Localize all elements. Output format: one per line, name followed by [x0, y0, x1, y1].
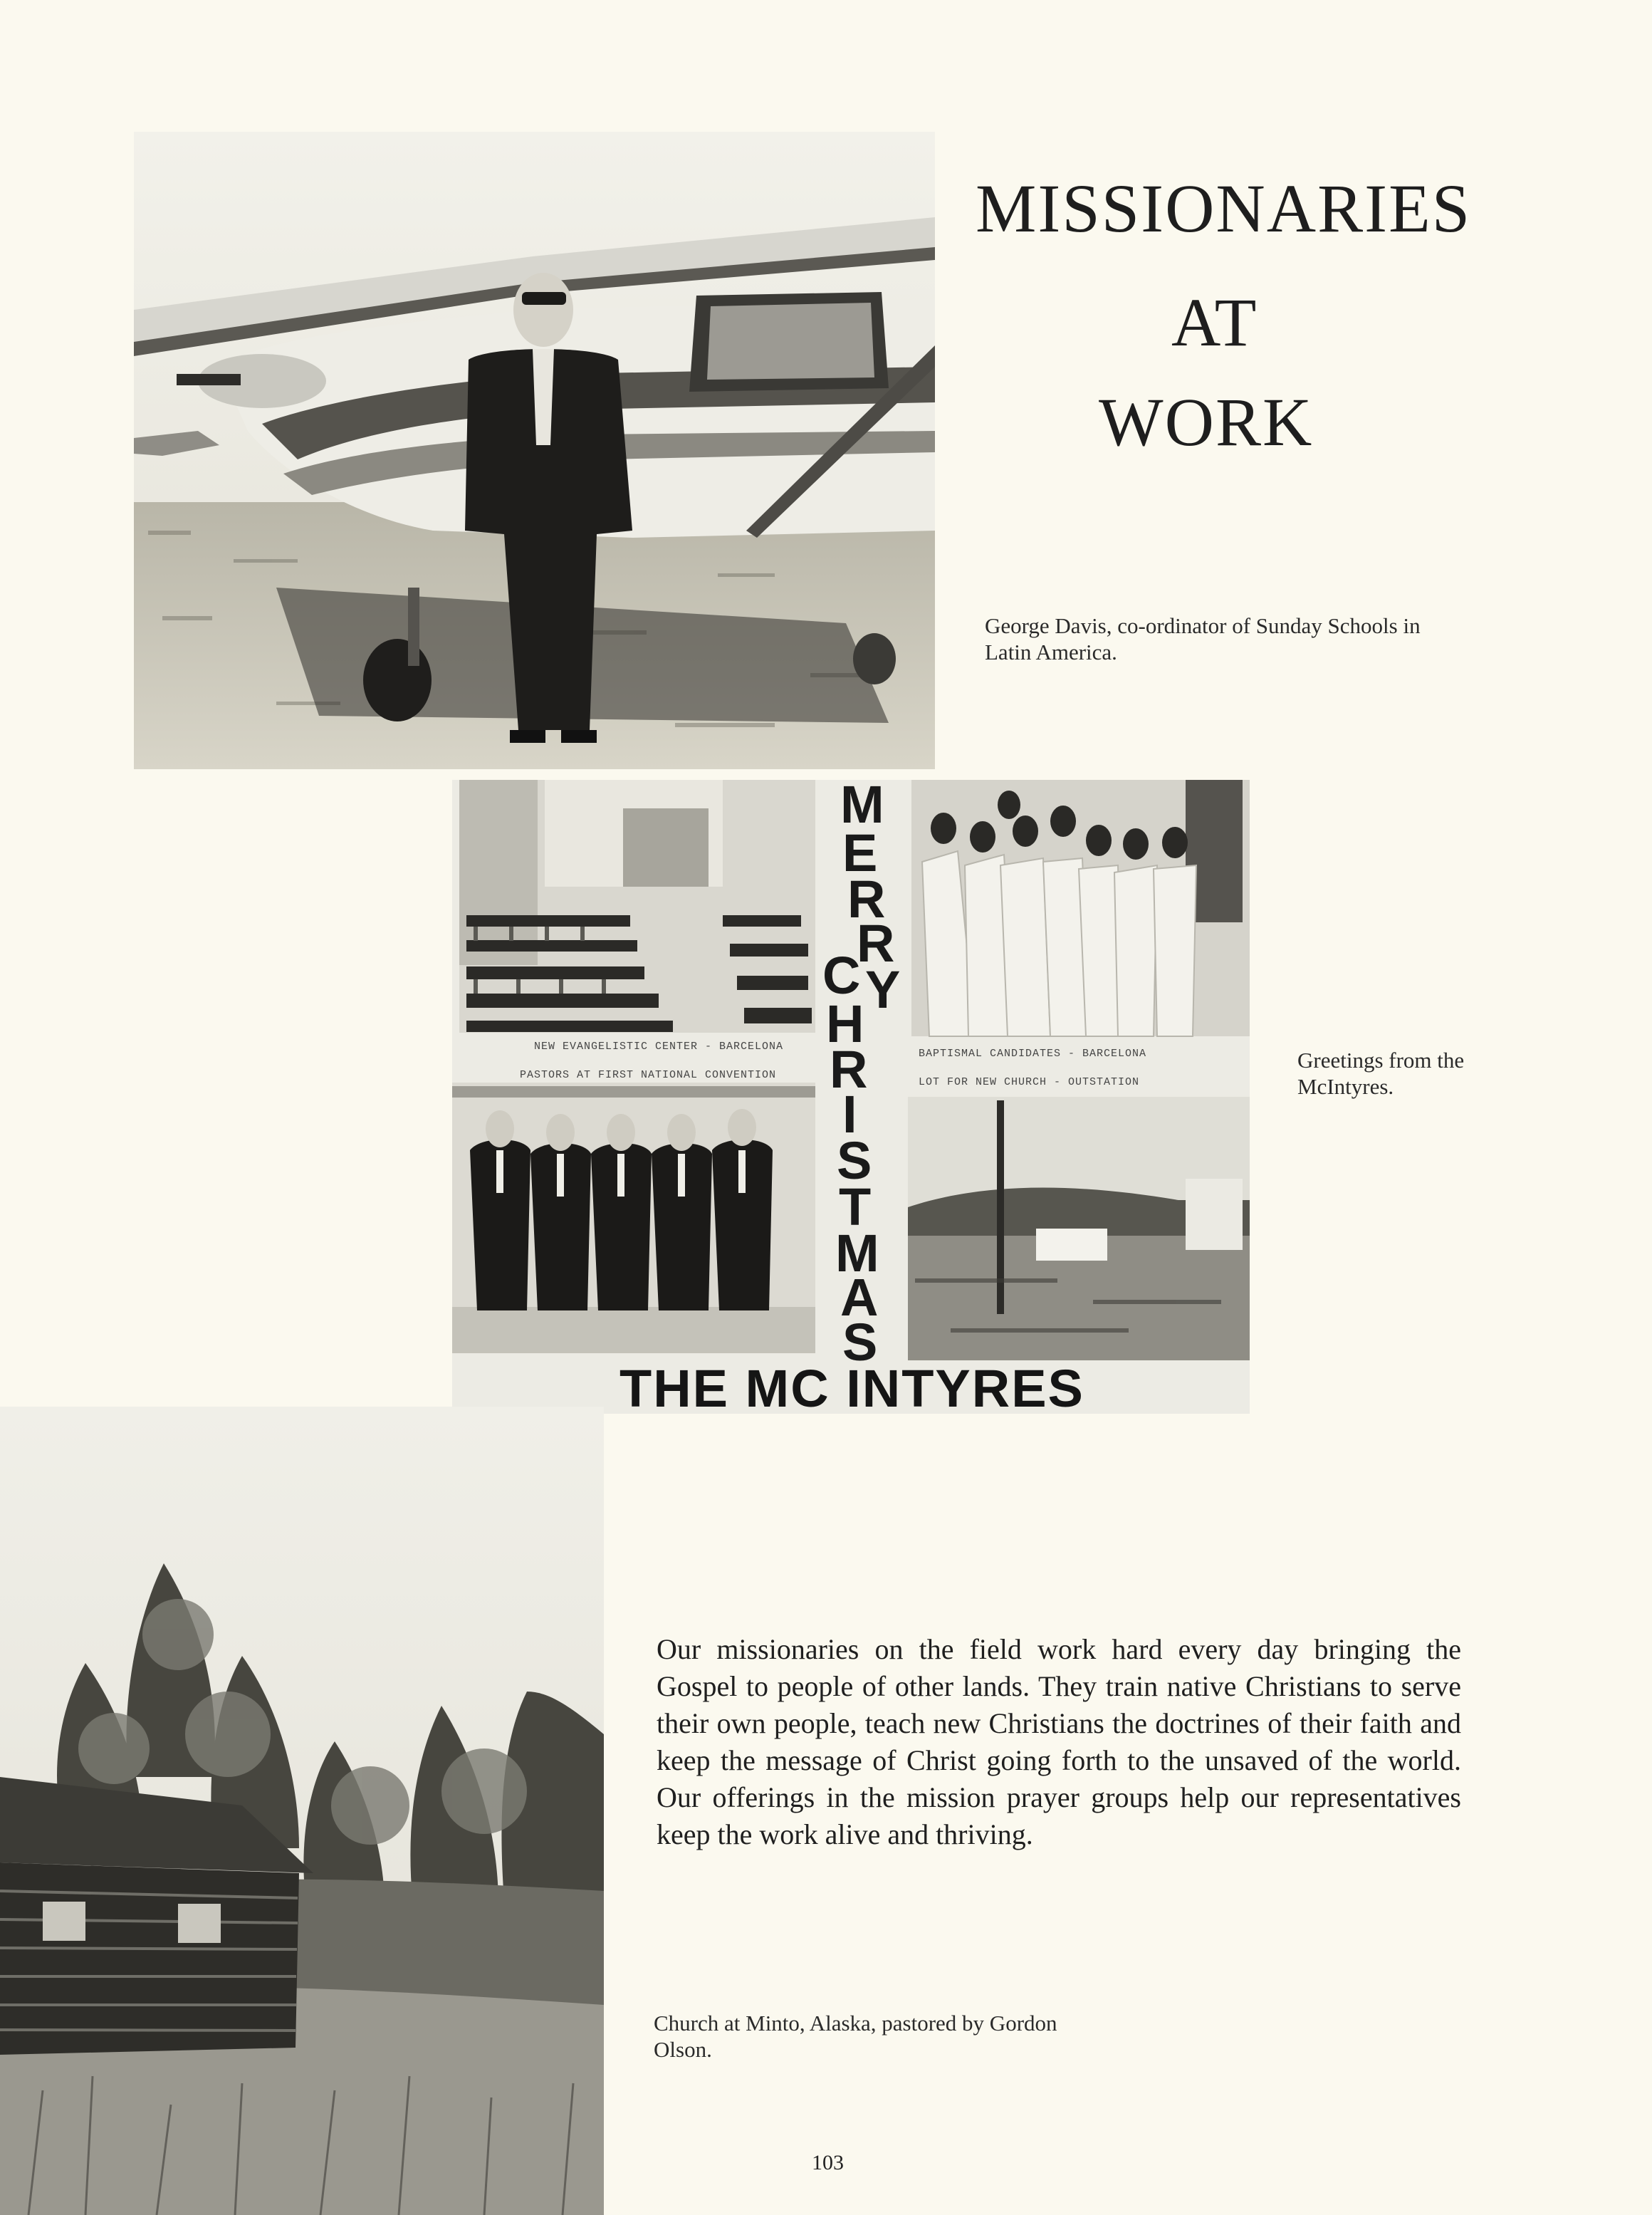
christmas-letter: A: [840, 1268, 879, 1327]
christmas-letter: H: [826, 994, 864, 1053]
christmas-letter: S: [842, 1313, 878, 1372]
evangelistic-center-photo: [459, 780, 815, 1033]
merry-letter: Y: [865, 960, 901, 1019]
christmas-letter: C: [822, 946, 861, 1005]
lot-new-church-photo: [908, 1097, 1250, 1360]
christmas-letter: T: [839, 1177, 872, 1236]
christmas-letter: M: [835, 1224, 879, 1283]
label-baptismal-candidates: BAPTISMAL CANDIDATES - BARCELONA: [919, 1048, 1147, 1060]
airplane-caption: George Davis, co-ordinator of Sunday Schools in Latin America.: [985, 613, 1421, 665]
merry-letter: M: [840, 780, 884, 834]
label-pastors: PASTORS AT FIRST NATIONAL CONVENTION: [520, 1069, 777, 1081]
body-paragraph: Our missionaries on the field work hard every day bringing the Gospel to people of other lands. They train native Christians to serve their own people, teach new Christians the doctrines of their faith and keep the message of Christ going forth to the unsaved of the world. Our offerings in the mission prayer groups help our representatives keep the work alive and thriving.: [657, 1633, 1461, 1850]
airplane-photo: [134, 132, 935, 769]
baptismal-candidates-photo: [911, 780, 1250, 1036]
mcintyres-collage: [452, 780, 1250, 1414]
christmas-letter: S: [837, 1131, 872, 1190]
collage-caption: Greetings from the McIntyres.: [1297, 1048, 1465, 1100]
page-number: 103: [812, 2151, 844, 2174]
merry-letter: R: [847, 870, 886, 929]
page-title-work: WORK: [1099, 384, 1314, 460]
collage-footer-title: THE MC INTYRES: [620, 1359, 1084, 1414]
page-title-at: AT: [1171, 284, 1258, 360]
pastors-photo: [452, 1083, 815, 1353]
label-lot-new-church: LOT FOR NEW CHURCH - OUTSTATION: [919, 1076, 1140, 1088]
label-evangelistic-center: NEW EVANGELISTIC CENTER - BARCELONA: [534, 1041, 784, 1053]
church-cabin-photo: [0, 1407, 604, 2215]
christmas-letter: R: [830, 1040, 868, 1099]
christmas-letter: I: [842, 1085, 857, 1144]
merry-letter: E: [842, 823, 878, 882]
merry-letter: R: [857, 914, 895, 973]
page-title-missionaries: MISSIONARIES: [976, 170, 1472, 246]
church-caption: Church at Minto, Alaska, pastored by Gordon Olson.: [654, 2011, 1057, 2063]
